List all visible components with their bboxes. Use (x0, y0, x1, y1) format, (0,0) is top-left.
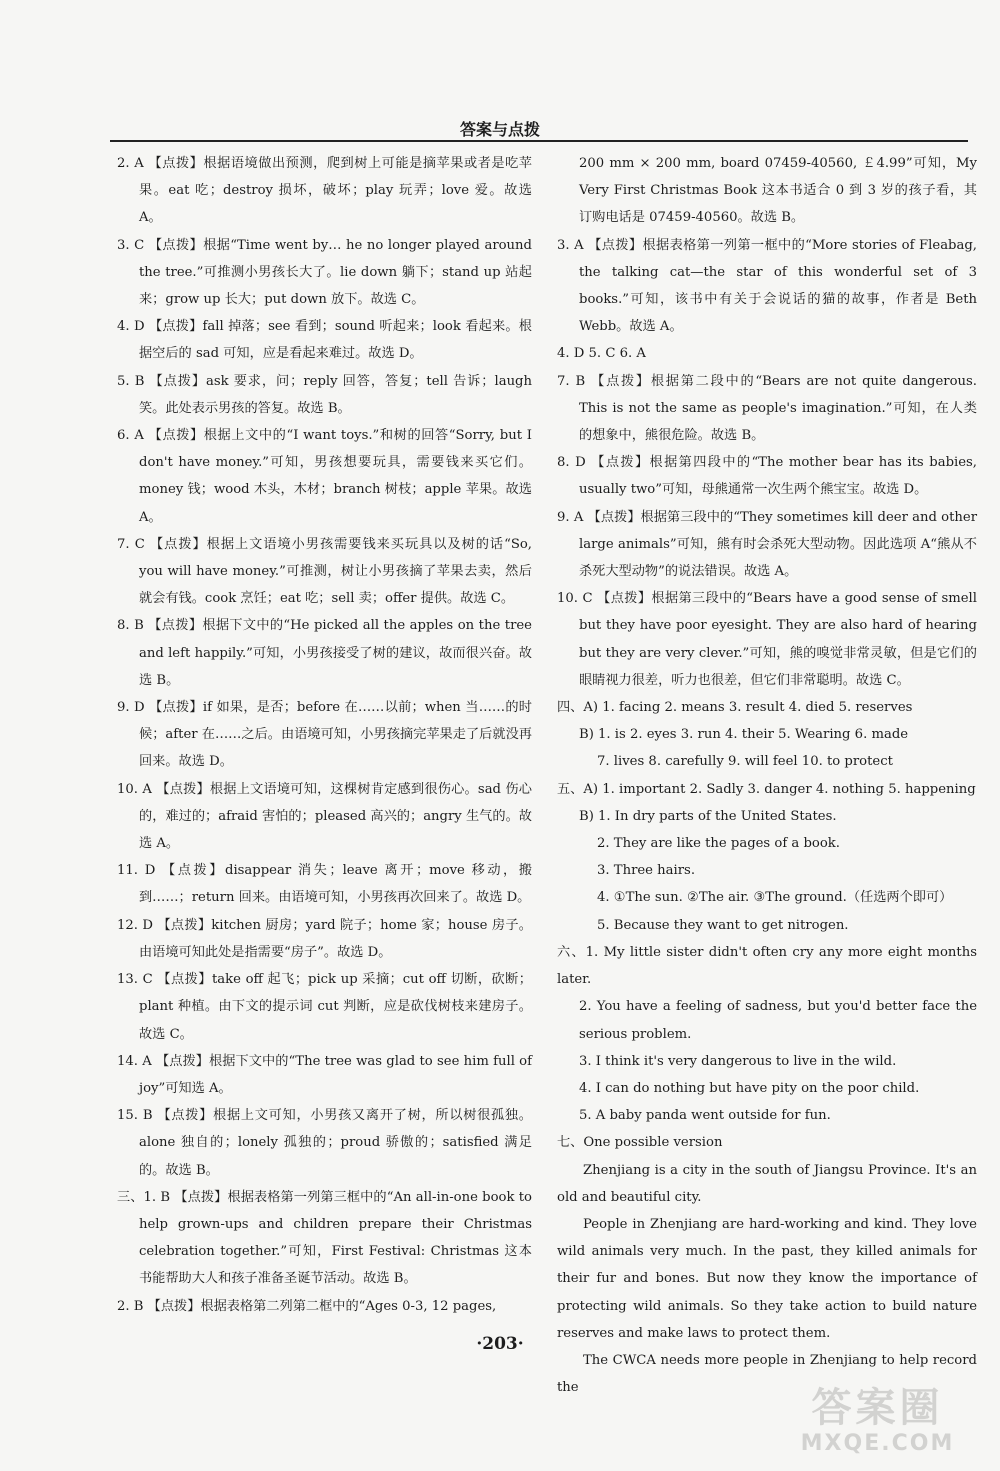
answer-item: 2. A 【点拨】根据语境做出预测，爬到树上可能是摘苹果或者是吃苹果。eat 吃；destroy 损坏，破坏；play 玩弄；love 爱。故选 A。 (117, 156, 532, 226)
answer-item: 11. D 【点拨】disappear 消失；leave 离开；move 移动，搬到……；return 回来。由语境可知，小男孩再次回来了。故选 D。 (117, 863, 532, 906)
answer-item-continued: 200 mm × 200 mm, board 07459-40560, ￡4.99”可知，My Very First Christmas Book 这本书适合 0 到 3 岁的孩子看，其订购电话是 07459-40560。故选 B。 (579, 156, 977, 226)
section-answer-line: 五、A) 1. important 2. Sadly 3. danger 4. nothing 5. happening (557, 781, 976, 797)
answer-item: 7. B 【点拨】根据第二段中的“Bears are not quite dangerous. This is not the same as people's imagination.”可知，在人类的想象中，熊很危险。故选 B。 (557, 373, 977, 444)
section-answer-line: 2. You have a feeling of sadness, but you'd better face the serious problem. (579, 999, 977, 1042)
answer-item: 9. A 【点拨】根据第三段中的“They sometimes kill deer and other large animals”可知，熊有时会杀死大型动物。因此选项 A“熊从不杀死大型动物”的说法错误。故选 A。 (557, 509, 977, 580)
watermark-text-bottom: MXQE.COM (800, 1431, 955, 1456)
answer-item: 7. C 【点拨】根据上文语境小男孩需要钱来买玩具以及树的话“So, you will have money.”可推测，树让小男孩摘了苹果去卖，然后就会有钱。cook 烹饪；eat 吃；sell 卖；offer 提供。故选 C。 (117, 536, 532, 607)
answer-item: 8. B 【点拨】根据下文中的“He picked all the apples on the tree and left happily.”可知，小男孩接受了树的建议，故而很兴奋。故选 B。 (117, 618, 532, 688)
answer-item: 6. A 【点拨】根据上文中的“I want toys.”和树的回答“Sorry, but I don't have money.”可知，男孩想要玩具，需要钱来买它们。money 钱；wood 木头，木材；branch 树枝；apple 苹果。故选 A。 (117, 428, 532, 525)
answer-item: 10. C 【点拨】根据第三段中的“Bears have a good sense of smell but they have poor eyesight. They are also hard of hearing but they are very clever.”可知，熊的嗅觉非常灵敏，但是它们的眼睛视力很差，听力也很差，但它们非常聪明。故选 C。 (557, 591, 977, 688)
section-answer-line: B) 1. is 2. eyes 3. run 4. their 5. Wearing 6. made (579, 727, 909, 743)
essay-paragraph: The CWCA needs more people in Zhenjiang to help record the (557, 1352, 977, 1396)
section-answer-line: 5. Because they want to get nitrogen. (597, 917, 849, 933)
answer-item: 4. D 【点拨】fall 掉落；see 看到；sound 听起来；look 看起来。根据空后的 sad 可知，应是看起来难过。故选 D。 (117, 319, 532, 362)
left-column (117, 150, 532, 1320)
section-answer-line: 3. Three hairs. (597, 863, 696, 879)
answer-item: 5. B 【点拨】ask 要求，问；reply 回答，答复；tell 告诉；laugh 笑。此处表示男孩的答复。故选 B。 (117, 373, 532, 416)
section-answer-line: B) 1. In dry parts of the United States. (579, 808, 837, 824)
answer-item: 12. D 【点拨】kitchen 厨房；yard 院子；home 家；house 房子。由语境可知此处是指需要“房子”。故选 D。 (117, 917, 532, 960)
answer-item: 三、1. B 【点拨】根据表格第一列第三框中的“An all-in-one book to help grown-ups and children prepare their Christmas celebration together.”可知，First Festival: Christmas 这本书能帮助大人和孩子准备圣诞节活动。故选 B。 (117, 1189, 532, 1287)
answer-item: 3. A 【点拨】根据表格第一列第一框中的“More stories of Fleabag, the talking cat—the star of this wonderful set of 3 books.”可知，该书中有关于会说话的猫的故事，作者是 Beth Webb。故选 A。 (557, 237, 977, 335)
answer-item: 4. D 5. C 6. A (557, 346, 646, 362)
section-answer-line: 7. lives 8. carefully 9. will feel 10. to protect (597, 754, 893, 770)
essay-paragraph: Zhenjiang is a city in the south of Jiangsu Province. It's an old and beautiful city. (557, 1162, 977, 1205)
section-heading: 七、One possible version (557, 1135, 723, 1151)
section-answer-line: 2. They are like the pages of a book. (597, 836, 840, 852)
watermark-logo (770, 1385, 985, 1463)
header-divider (110, 140, 968, 142)
page-number: ·203· (476, 1334, 524, 1354)
answer-item: 8. D 【点拨】根据第四段中的“The mother bear has its babies, usually two”可知，母熊通常一次生两个熊宝宝。故选 D。 (557, 455, 977, 498)
watermark-text-top: 答案圈 (811, 1385, 944, 1431)
answer-item: 2. B 【点拨】根据表格第二列第二框中的“Ages 0-3, 12 pages, (117, 1298, 497, 1314)
answer-item: 9. D 【点拨】if 如果，是否；before 在……以前；when 当……的时候；after 在……之后。由语境可知，小男孩摘完苹果走了后就没再回来。故选 D。 (117, 700, 532, 770)
section-answer-line: 4. ①The sun. ②The air. ③The ground.（任选两个即可） (597, 890, 953, 906)
right-column (557, 150, 977, 1401)
section-answer-line: 六、1. My little sister didn't often cry any more eight months later. (557, 944, 977, 988)
section-answer-line: 四、A) 1. facing 2. means 3. result 4. died 5. reserves (557, 700, 913, 716)
answer-item: 3. C 【点拨】根据“Time went by… he no longer played around the tree.”可推测小男孩长大了。lie down 躺下；stand up 站起来；grow up 长大；put down 放下。故选 C。 (117, 237, 532, 308)
page-header-title: 答案与点拨 (459, 120, 540, 139)
answer-item: 13. C 【点拨】take off 起飞；pick up 采摘；cut off 切断，砍断；plant 种植。由下文的提示词 cut 判断，应是砍伐树枝来建房子。故选 C。 (117, 972, 532, 1042)
essay-paragraph: People in Zhenjiang are hard-working and kind. They love wild animals very much. In the past, they killed animals for their fur and bones. But now they know the importance of protecting wild animals. So they take action to build nature reserves and make laws to protect them. (557, 1216, 977, 1341)
answer-item: 14. A 【点拨】根据下文中的“The tree was glad to see him full of joy”可知选 A。 (117, 1053, 532, 1096)
section-answer-line: 5. A baby panda went outside for fun. (579, 1108, 831, 1124)
section-answer-line: 4. I can do nothing but have pity on the poor child. (579, 1080, 920, 1096)
section-answer-line: 3. I think it's very dangerous to live in the wild. (579, 1053, 897, 1069)
answer-item: 15. B 【点拨】根据上文可知，小男孩又离开了树，所以树很孤独。alone 独自的；lonely 孤独的；proud 骄傲的；satisfied 满足的。故选 B。 (117, 1108, 532, 1178)
answer-item: 10. A 【点拨】根据上文语境可知，这棵树肯定感到很伤心。sad 伤心的，难过的；afraid 害怕的；pleased 高兴的；angry 生气的。故选 A。 (117, 781, 532, 852)
